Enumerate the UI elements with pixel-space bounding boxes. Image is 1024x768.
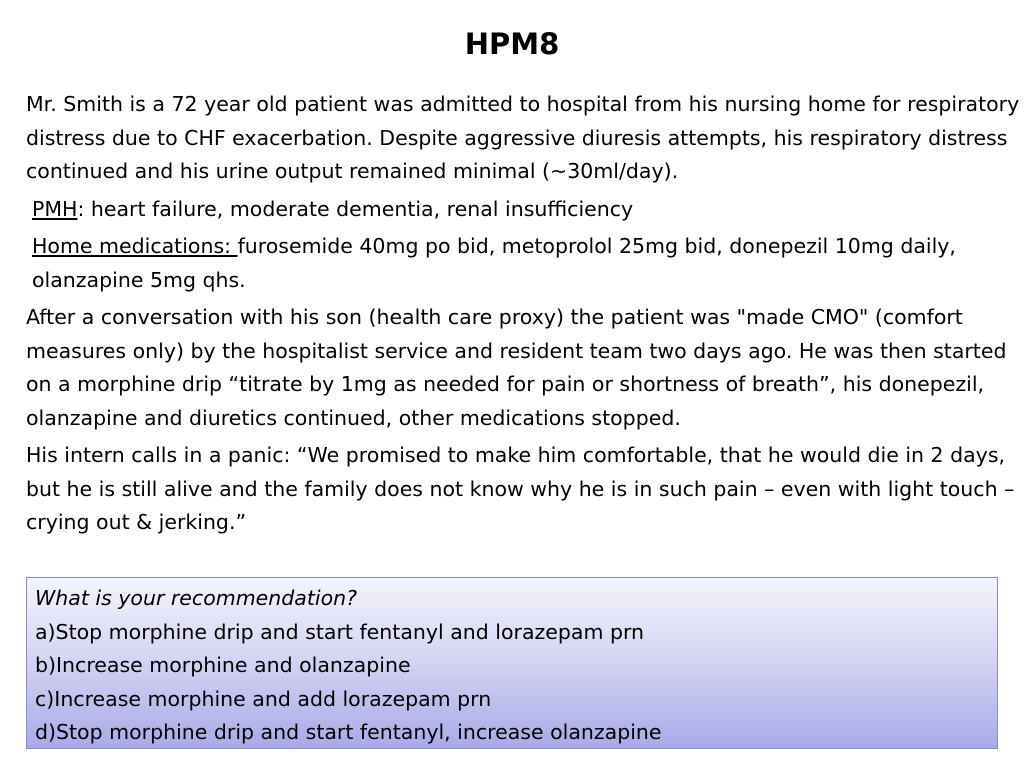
answer-option-d[interactable]: d)Stop morphine drip and start fentanyl, increase olanzapine: [35, 720, 662, 744]
home-medications-line: [26, 230, 1022, 297]
answer-option-c[interactable]: c)Increase morphine and add lorazepam prn: [35, 686, 492, 711]
conversation-paragraph: After a conversation with his son (health care proxy) the patient was "made CMO" (comfort measures only) by the hospitalist service and resident team two days ago. He was then started on a morphine drip “titrate by 1mg as needed for pain or shortness of breath”, his donepezil, olanzapine and diuretics continued, other medications stopped.: [26, 305, 1007, 430]
answer-option-b[interactable]: b)Increase morphine and olanzapine: [35, 653, 411, 677]
intern-paragraph: His intern calls in a panic: “We promised to make him comfortable, that he would die in 2 days, but he is still alive and the family does not know why he is in such pain – even with light touch – crying out & jerking.”: [26, 443, 1015, 534]
pmh-line: [26, 193, 1022, 227]
case-body: [26, 88, 1022, 544]
slide-title: HPM8: [464, 27, 560, 61]
question-box: [26, 577, 998, 749]
question-prompt: What is your recommendation?: [35, 586, 358, 610]
case-description: Mr. Smith is a 72 year old patient was admitted to hospital from his nursing home for respiratory distress due to CHF exacerbation. Despite aggressive diuresis attempts, his respiratory distress continued and his urine output remained minimal (~30ml/day).: [26, 92, 1020, 183]
answer-option-a[interactable]: a)Stop morphine drip and start fentanyl and lorazepam prn: [35, 619, 645, 644]
home-medications-label: Home medications:: [32, 234, 238, 258]
home-medications-text: furosemide 40mg po bid, metoprolol 25mg bid, donepezil 10mg daily, olanzapine 5mg qhs.: [32, 234, 956, 292]
pmh-label: PMH: [32, 196, 78, 221]
pmh-text: : heart failure, moderate dementia, renal insufficiency: [77, 196, 634, 221]
